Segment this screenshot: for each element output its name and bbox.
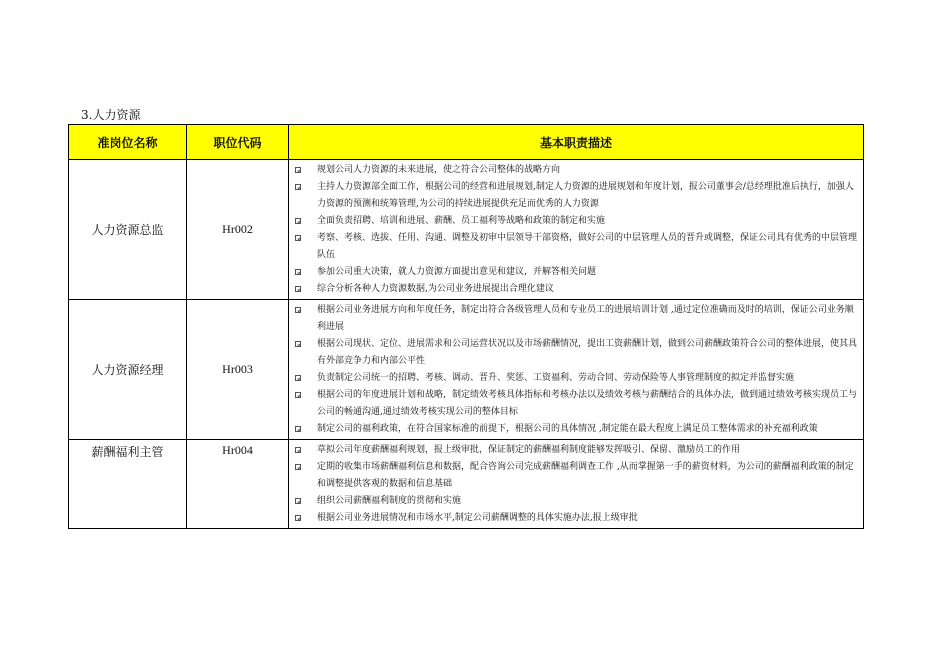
table-row bbox=[69, 160, 864, 300]
position-code: Hr002 bbox=[187, 160, 289, 300]
duty-list bbox=[295, 442, 859, 527]
checkbox-bullet-icon bbox=[295, 167, 301, 173]
duty-list bbox=[295, 162, 859, 298]
duty-text: 草拟公司年度薪酬福利规划，报上级审批，保证制定的薪酬福利制度能够发挥吸引、保留、激励员工的作用 bbox=[317, 445, 741, 455]
duty-item bbox=[295, 179, 859, 213]
duty-text: 主持人力资源部全面工作，根据公司的经营和进展规划,制定人力资源的进展规划和年度计划，报公司董事会/总经理批准后执行，加强人力资源的预测和统筹管理,为公司的持续进展提供充足而优秀的人力资源 bbox=[317, 182, 854, 209]
position-code: Hr003 bbox=[187, 300, 289, 440]
header-duties: 基本职责描述 bbox=[289, 125, 864, 160]
checkbox-bullet-icon bbox=[295, 375, 301, 381]
duty-item bbox=[295, 370, 859, 387]
checkbox-bullet-icon bbox=[295, 269, 301, 275]
checkbox-bullet-icon bbox=[295, 426, 301, 432]
duty-text: 组织公司薪酬福利制度的贯彻和实施 bbox=[317, 496, 462, 506]
position-name: 人力资源总监 bbox=[69, 160, 187, 300]
table-header-row bbox=[69, 125, 864, 160]
duty-text: 根据公司现状、定位、进展需求和公司运营状况以及市场薪酬情况，提出工资薪酬计划，做到公司薪酬政策符合公司的整体进展，使其具有外部竞争力和内部公平性 bbox=[317, 339, 858, 366]
duty-item bbox=[295, 230, 859, 264]
position-name: 人力资源经理 bbox=[69, 300, 187, 440]
duties-cell bbox=[289, 300, 864, 440]
duty-item bbox=[295, 459, 859, 493]
duty-list bbox=[295, 302, 859, 438]
duty-item bbox=[295, 442, 859, 459]
duty-text: 参加公司重大决策，就人力资源方面提出意见和建议，并解答相关问题 bbox=[317, 267, 597, 277]
checkbox-bullet-icon bbox=[295, 515, 301, 521]
duty-item bbox=[295, 281, 859, 298]
checkbox-bullet-icon bbox=[295, 392, 301, 398]
duty-item bbox=[295, 213, 859, 230]
duty-item bbox=[295, 421, 859, 438]
duty-item bbox=[295, 493, 859, 510]
duties-cell bbox=[289, 160, 864, 300]
duty-text: 负责制定公司统一的招聘、考核、调动、晋升、奖惩、工资福利、劳动合同、劳动保险等人事管理制度的拟定并监督实施 bbox=[317, 373, 795, 383]
checkbox-bullet-icon bbox=[295, 184, 301, 190]
duty-item bbox=[295, 387, 859, 421]
duty-text: 根据公司的年度进展计划和战略，制定绩效考核具体指标和考核办法以及绩效考核与薪酬结合的具体办法，做到通过绩效考核实现员工与公司的畅通沟通,通过绩效考核实现公司的整体目标 bbox=[317, 390, 858, 417]
duty-item bbox=[295, 510, 859, 527]
duty-text: 规划公司人力资源的未来进展，使之符合公司整体的战略方向 bbox=[317, 165, 561, 175]
checkbox-bullet-icon bbox=[295, 447, 301, 453]
checkbox-bullet-icon bbox=[295, 341, 301, 347]
position-code: Hr004 bbox=[187, 440, 289, 529]
duty-text: 定期的收集市场薪酬福利信息和数据，配合咨询公司完成薪酬福利调查工作 ,从而掌握第一手的薪资材料，为公司的薪酬福利政策的制定和调整提供客观的数据和信息基础 bbox=[317, 462, 854, 489]
job-duties-table bbox=[68, 124, 864, 529]
duty-item bbox=[295, 336, 859, 370]
checkbox-bullet-icon bbox=[295, 464, 301, 470]
header-position-code: 职位代码 bbox=[187, 125, 289, 160]
duty-text: 考察、考核、选拔、任用、沟通、调整及初审中层领导干部资格，做好公司的中层管理人员的晋升或调整，保证公司具有优秀的中层管理队伍 bbox=[317, 233, 858, 260]
checkbox-bullet-icon bbox=[295, 498, 301, 504]
duty-text: 根据公司业务进展方向和年度任务，制定出符合各级管理人员和专业员工的进展培训计划 ,通过定位准确而及时的培训，保证公司业务顺利进展 bbox=[317, 305, 854, 332]
checkbox-bullet-icon bbox=[295, 286, 301, 292]
table-row bbox=[69, 300, 864, 440]
duty-text: 综合分析各种人力资源数据,为公司业务进展提出合理化建议 bbox=[317, 284, 554, 294]
section-title: 3.人力资源 bbox=[81, 108, 141, 122]
duties-cell bbox=[289, 440, 864, 529]
duty-item bbox=[295, 162, 859, 179]
checkbox-bullet-icon bbox=[295, 235, 301, 241]
duty-item bbox=[295, 302, 859, 336]
duty-item bbox=[295, 264, 859, 281]
duty-text: 制定公司的福利政策，在符合国家标准的前提下，根据公司的具体情况 ,制定能在最大程度上满足员工整体需求的补充福利政策 bbox=[317, 424, 818, 434]
table-row bbox=[69, 440, 864, 529]
header-position-name: 准岗位名称 bbox=[69, 125, 187, 160]
duty-text: 根据公司业务进展情况和市场水平,制定公司薪酬调整的具体实施办法,报上级审批 bbox=[317, 513, 638, 523]
position-name: 薪酬福利主管 bbox=[69, 440, 187, 529]
checkbox-bullet-icon bbox=[295, 307, 301, 313]
checkbox-bullet-icon bbox=[295, 218, 301, 224]
duty-text: 全面负责招聘、培训和进展、薪酬、员工福利等战略和政策的制定和实施 bbox=[317, 216, 606, 226]
